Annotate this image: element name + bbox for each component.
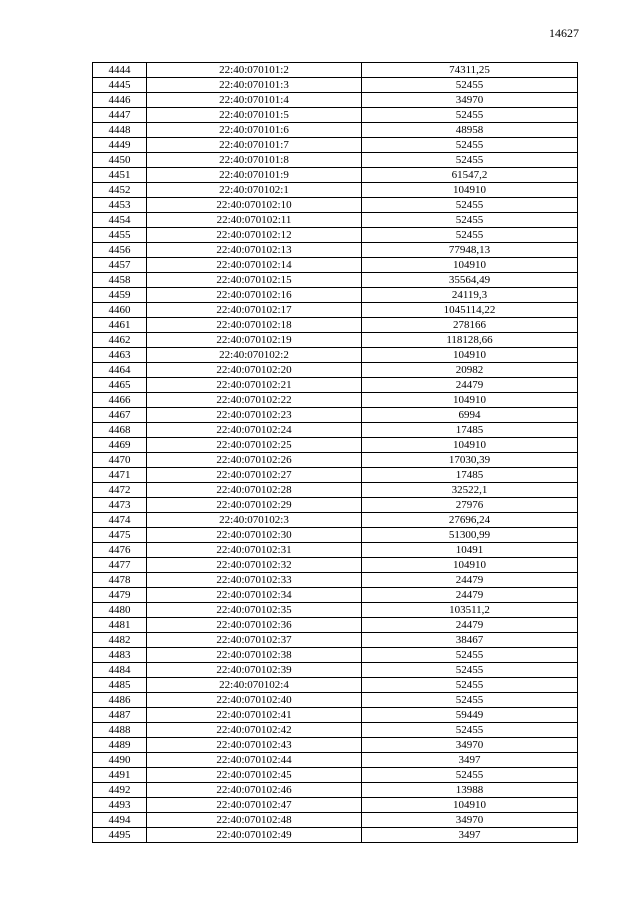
row-number-cell: 4449 xyxy=(93,138,147,153)
table-row xyxy=(93,543,578,558)
row-number-cell: 4457 xyxy=(93,258,147,273)
row-number-cell: 4475 xyxy=(93,528,147,543)
row-number-cell: 4472 xyxy=(93,483,147,498)
table-row xyxy=(93,438,578,453)
cadastral-number-cell: 22:40:070102:18 xyxy=(147,318,362,333)
row-number-cell: 4451 xyxy=(93,168,147,183)
table-row xyxy=(93,588,578,603)
cadastral-number-cell: 22:40:070102:19 xyxy=(147,333,362,348)
table-row xyxy=(93,243,578,258)
value-cell: 52455 xyxy=(362,198,578,213)
row-number-cell: 4479 xyxy=(93,588,147,603)
table-row xyxy=(93,153,578,168)
table-row xyxy=(93,708,578,723)
value-cell: 52455 xyxy=(362,693,578,708)
table-row xyxy=(93,168,578,183)
table-row xyxy=(93,738,578,753)
table-row xyxy=(93,393,578,408)
value-cell: 24479 xyxy=(362,618,578,633)
row-number-cell: 4487 xyxy=(93,708,147,723)
row-number-cell: 4453 xyxy=(93,198,147,213)
row-number-cell: 4466 xyxy=(93,393,147,408)
value-cell: 52455 xyxy=(362,153,578,168)
table-row xyxy=(93,678,578,693)
cadastral-number-cell: 22:40:070102:23 xyxy=(147,408,362,423)
page-number: 14627 xyxy=(549,26,579,40)
value-cell: 24479 xyxy=(362,378,578,393)
cadastral-number-cell: 22:40:070101:4 xyxy=(147,93,362,108)
row-number-cell: 4484 xyxy=(93,663,147,678)
cadastral-number-cell: 22:40:070102:36 xyxy=(147,618,362,633)
value-cell: 34970 xyxy=(362,813,578,828)
table-row xyxy=(93,663,578,678)
value-cell: 48958 xyxy=(362,123,578,138)
row-number-cell: 4495 xyxy=(93,828,147,843)
table-row xyxy=(93,723,578,738)
table-row xyxy=(93,618,578,633)
table-row xyxy=(93,318,578,333)
row-number-cell: 4476 xyxy=(93,543,147,558)
row-number-cell: 4447 xyxy=(93,108,147,123)
row-number-cell: 4468 xyxy=(93,423,147,438)
row-number-cell: 4477 xyxy=(93,558,147,573)
cadastral-number-cell: 22:40:070102:44 xyxy=(147,753,362,768)
cadastral-number-cell: 22:40:070102:43 xyxy=(147,738,362,753)
row-number-cell: 4465 xyxy=(93,378,147,393)
value-cell: 32522,1 xyxy=(362,483,578,498)
cadastral-number-cell: 22:40:070102:42 xyxy=(147,723,362,738)
value-cell: 24479 xyxy=(362,588,578,603)
value-cell: 52455 xyxy=(362,108,578,123)
row-number-cell: 4463 xyxy=(93,348,147,363)
cadastral-number-cell: 22:40:070102:41 xyxy=(147,708,362,723)
value-cell: 51300,99 xyxy=(362,528,578,543)
row-number-cell: 4458 xyxy=(93,273,147,288)
row-number-cell: 4494 xyxy=(93,813,147,828)
value-cell: 103511,2 xyxy=(362,603,578,618)
value-cell: 104910 xyxy=(362,558,578,573)
row-number-cell: 4473 xyxy=(93,498,147,513)
cadastral-number-cell: 22:40:070101:3 xyxy=(147,78,362,93)
value-cell: 34970 xyxy=(362,738,578,753)
value-cell: 52455 xyxy=(362,678,578,693)
value-cell: 17485 xyxy=(362,423,578,438)
cadastral-number-cell: 22:40:070102:37 xyxy=(147,633,362,648)
cadastral-number-cell: 22:40:070102:38 xyxy=(147,648,362,663)
row-number-cell: 4470 xyxy=(93,453,147,468)
table-row xyxy=(93,783,578,798)
value-cell: 104910 xyxy=(362,798,578,813)
table-row xyxy=(93,183,578,198)
value-cell: 61547,2 xyxy=(362,168,578,183)
row-number-cell: 4480 xyxy=(93,603,147,618)
cadastral-number-cell: 22:40:070102:32 xyxy=(147,558,362,573)
row-number-cell: 4493 xyxy=(93,798,147,813)
row-number-cell: 4486 xyxy=(93,693,147,708)
table-row xyxy=(93,333,578,348)
table-body xyxy=(93,63,578,843)
table-row xyxy=(93,123,578,138)
value-cell: 6994 xyxy=(362,408,578,423)
value-cell: 104910 xyxy=(362,183,578,198)
cadastral-number-cell: 22:40:070101:9 xyxy=(147,168,362,183)
cadastral-number-cell: 22:40:070102:25 xyxy=(147,438,362,453)
table-row xyxy=(93,753,578,768)
row-number-cell: 4490 xyxy=(93,753,147,768)
cadastral-number-cell: 22:40:070102:2 xyxy=(147,348,362,363)
cadastral-number-cell: 22:40:070102:39 xyxy=(147,663,362,678)
row-number-cell: 4481 xyxy=(93,618,147,633)
cadastral-number-cell: 22:40:070102:31 xyxy=(147,543,362,558)
table-row xyxy=(93,813,578,828)
value-cell: 104910 xyxy=(362,393,578,408)
cadastral-number-cell: 22:40:070102:35 xyxy=(147,603,362,618)
value-cell: 52455 xyxy=(362,138,578,153)
row-number-cell: 4461 xyxy=(93,318,147,333)
row-number-cell: 4489 xyxy=(93,738,147,753)
table-row xyxy=(93,408,578,423)
table-row xyxy=(93,363,578,378)
table-row xyxy=(93,828,578,843)
value-cell: 52455 xyxy=(362,768,578,783)
cadastral-number-cell: 22:40:070102:24 xyxy=(147,423,362,438)
table-row xyxy=(93,423,578,438)
value-cell: 118128,66 xyxy=(362,333,578,348)
table-row xyxy=(93,573,578,588)
table-row xyxy=(93,693,578,708)
value-cell: 17485 xyxy=(362,468,578,483)
value-cell: 3497 xyxy=(362,753,578,768)
value-cell: 38467 xyxy=(362,633,578,648)
row-number-cell: 4448 xyxy=(93,123,147,138)
value-cell: 74311,25 xyxy=(362,63,578,78)
cadastral-number-cell: 22:40:070102:45 xyxy=(147,768,362,783)
value-cell: 13988 xyxy=(362,783,578,798)
value-cell: 17030,39 xyxy=(362,453,578,468)
cadastral-number-cell: 22:40:070102:13 xyxy=(147,243,362,258)
table-row xyxy=(93,558,578,573)
cadastral-number-cell: 22:40:070102:46 xyxy=(147,783,362,798)
table-row xyxy=(93,468,578,483)
value-cell: 27976 xyxy=(362,498,578,513)
value-cell: 104910 xyxy=(362,438,578,453)
row-number-cell: 4454 xyxy=(93,213,147,228)
table-row xyxy=(93,78,578,93)
cadastral-number-cell: 22:40:070102:29 xyxy=(147,498,362,513)
value-cell: 3497 xyxy=(362,828,578,843)
table-row xyxy=(93,93,578,108)
table-row xyxy=(93,648,578,663)
value-cell: 52455 xyxy=(362,78,578,93)
cadastral-number-cell: 22:40:070102:14 xyxy=(147,258,362,273)
row-number-cell: 4474 xyxy=(93,513,147,528)
cadastral-number-cell: 22:40:070102:49 xyxy=(147,828,362,843)
cadastral-number-cell: 22:40:070102:17 xyxy=(147,303,362,318)
row-number-cell: 4488 xyxy=(93,723,147,738)
value-cell: 27696,24 xyxy=(362,513,578,528)
cadastral-number-cell: 22:40:070102:12 xyxy=(147,228,362,243)
cadastral-number-cell: 22:40:070102:27 xyxy=(147,468,362,483)
row-number-cell: 4460 xyxy=(93,303,147,318)
cadastral-number-cell: 22:40:070102:4 xyxy=(147,678,362,693)
value-cell: 52455 xyxy=(362,228,578,243)
row-number-cell: 4446 xyxy=(93,93,147,108)
cadastral-number-cell: 22:40:070102:11 xyxy=(147,213,362,228)
cadastral-number-cell: 22:40:070101:2 xyxy=(147,63,362,78)
cadastral-number-cell: 22:40:070102:22 xyxy=(147,393,362,408)
cadastral-number-cell: 22:40:070102:20 xyxy=(147,363,362,378)
table-row xyxy=(93,513,578,528)
cadastral-number-cell: 22:40:070102:47 xyxy=(147,798,362,813)
value-cell: 59449 xyxy=(362,708,578,723)
value-cell: 104910 xyxy=(362,348,578,363)
row-number-cell: 4483 xyxy=(93,648,147,663)
row-number-cell: 4452 xyxy=(93,183,147,198)
table-row xyxy=(93,273,578,288)
row-number-cell: 4467 xyxy=(93,408,147,423)
table-row xyxy=(93,603,578,618)
cadastral-number-cell: 22:40:070101:5 xyxy=(147,108,362,123)
table-row xyxy=(93,228,578,243)
table-row xyxy=(93,288,578,303)
table-row xyxy=(93,108,578,123)
cadastral-number-cell: 22:40:070102:33 xyxy=(147,573,362,588)
table-row xyxy=(93,768,578,783)
value-cell: 24119,3 xyxy=(362,288,578,303)
table-row xyxy=(93,348,578,363)
value-cell: 52455 xyxy=(362,663,578,678)
table-row xyxy=(93,798,578,813)
value-cell: 10491 xyxy=(362,543,578,558)
value-cell: 35564,49 xyxy=(362,273,578,288)
cadastral-number-cell: 22:40:070102:16 xyxy=(147,288,362,303)
row-number-cell: 4459 xyxy=(93,288,147,303)
row-number-cell: 4492 xyxy=(93,783,147,798)
row-number-cell: 4455 xyxy=(93,228,147,243)
cadastral-number-cell: 22:40:070102:48 xyxy=(147,813,362,828)
table-row xyxy=(93,453,578,468)
cadastral-number-cell: 22:40:070102:28 xyxy=(147,483,362,498)
cadastral-number-cell: 22:40:070102:10 xyxy=(147,198,362,213)
cadastral-number-cell: 22:40:070101:8 xyxy=(147,153,362,168)
cadastral-number-cell: 22:40:070102:15 xyxy=(147,273,362,288)
cadastral-number-cell: 22:40:070102:1 xyxy=(147,183,362,198)
row-number-cell: 4482 xyxy=(93,633,147,648)
table-row xyxy=(93,633,578,648)
row-number-cell: 4491 xyxy=(93,768,147,783)
cadastral-number-cell: 22:40:070101:7 xyxy=(147,138,362,153)
row-number-cell: 4485 xyxy=(93,678,147,693)
table-row xyxy=(93,498,578,513)
data-table xyxy=(92,62,578,843)
table-row xyxy=(93,63,578,78)
row-number-cell: 4464 xyxy=(93,363,147,378)
row-number-cell: 4478 xyxy=(93,573,147,588)
value-cell: 34970 xyxy=(362,93,578,108)
table-row xyxy=(93,303,578,318)
cadastral-number-cell: 22:40:070102:21 xyxy=(147,378,362,393)
row-number-cell: 4462 xyxy=(93,333,147,348)
row-number-cell: 4471 xyxy=(93,468,147,483)
table-row xyxy=(93,483,578,498)
table-row xyxy=(93,138,578,153)
value-cell: 104910 xyxy=(362,258,578,273)
cadastral-number-cell: 22:40:070102:30 xyxy=(147,528,362,543)
value-cell: 20982 xyxy=(362,363,578,378)
row-number-cell: 4456 xyxy=(93,243,147,258)
table-row xyxy=(93,528,578,543)
row-number-cell: 4450 xyxy=(93,153,147,168)
table-row xyxy=(93,258,578,273)
table-row xyxy=(93,378,578,393)
value-cell: 52455 xyxy=(362,723,578,738)
value-cell: 52455 xyxy=(362,213,578,228)
value-cell: 278166 xyxy=(362,318,578,333)
value-cell: 24479 xyxy=(362,573,578,588)
cadastral-number-cell: 22:40:070101:6 xyxy=(147,123,362,138)
cadastral-number-cell: 22:40:070102:3 xyxy=(147,513,362,528)
value-cell: 1045114,22 xyxy=(362,303,578,318)
table-row xyxy=(93,213,578,228)
cadastral-number-cell: 22:40:070102:40 xyxy=(147,693,362,708)
row-number-cell: 4469 xyxy=(93,438,147,453)
row-number-cell: 4444 xyxy=(93,63,147,78)
cadastral-number-cell: 22:40:070102:34 xyxy=(147,588,362,603)
cadastral-number-cell: 22:40:070102:26 xyxy=(147,453,362,468)
value-cell: 52455 xyxy=(362,648,578,663)
table-row xyxy=(93,198,578,213)
value-cell: 77948,13 xyxy=(362,243,578,258)
row-number-cell: 4445 xyxy=(93,78,147,93)
